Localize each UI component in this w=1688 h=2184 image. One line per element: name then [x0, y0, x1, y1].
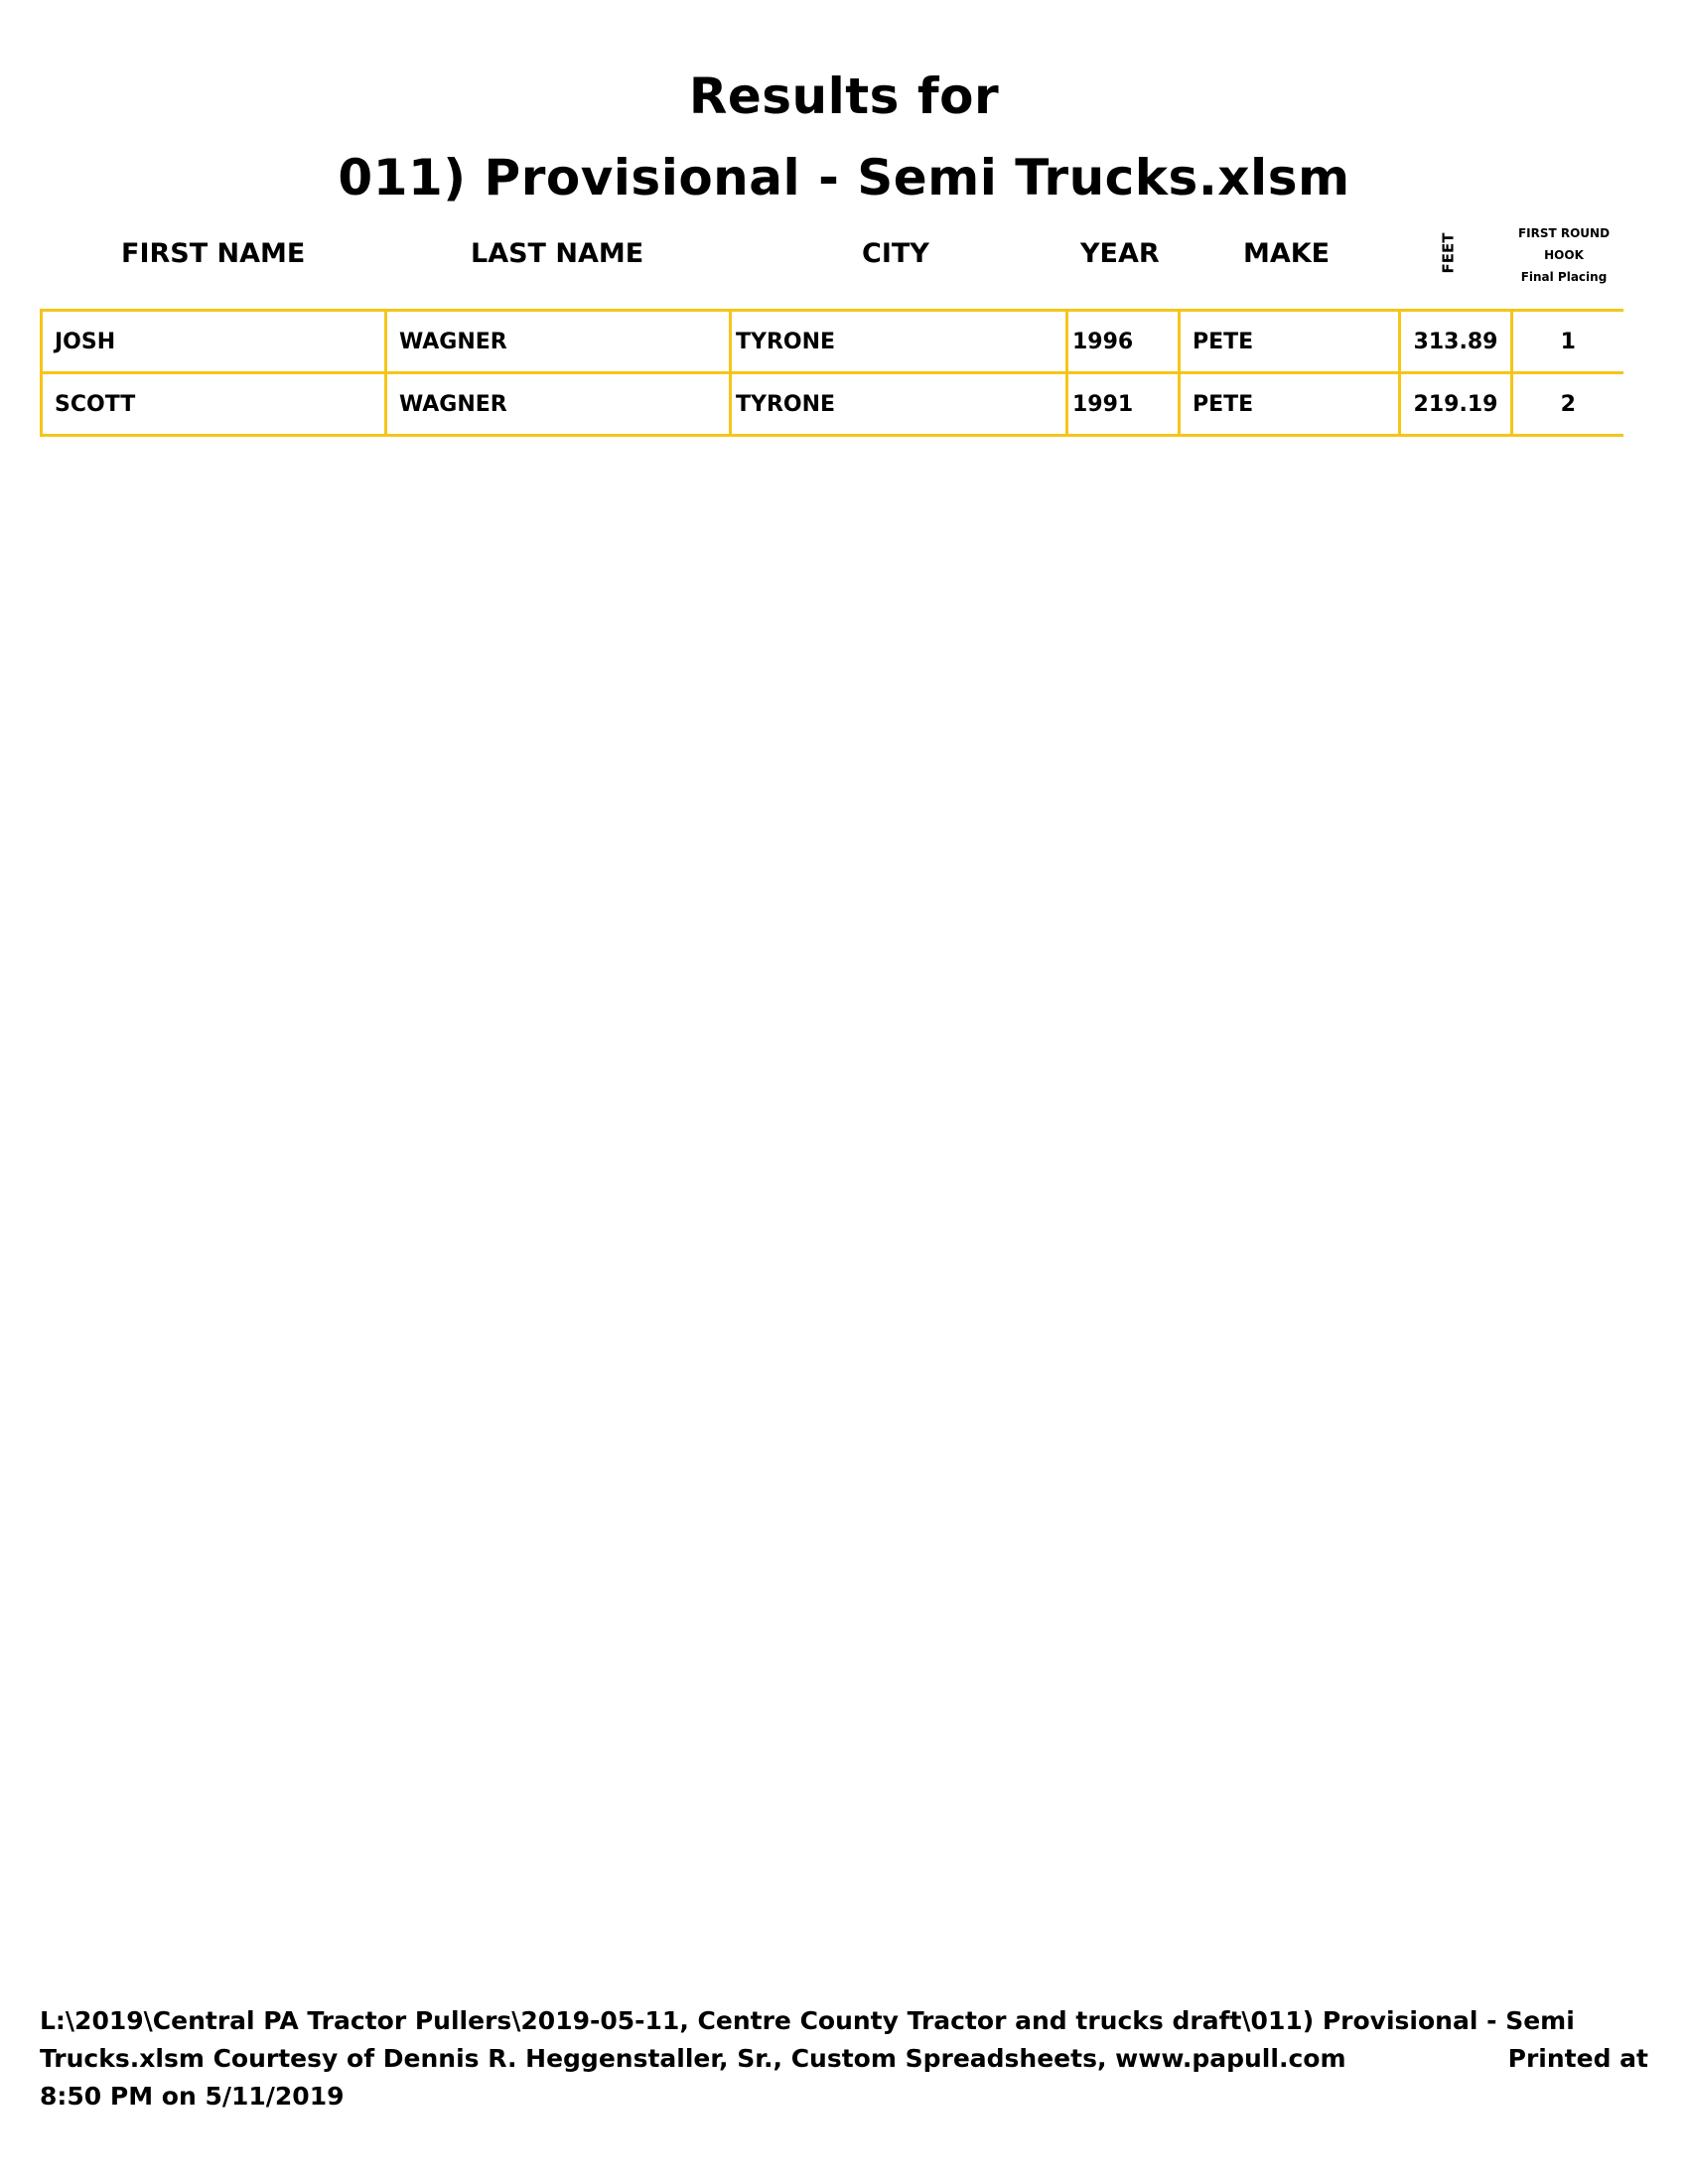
header-hook: HOOK: [1544, 248, 1584, 262]
header-final-placing: Final Placing: [1520, 270, 1608, 284]
header-placing: [1499, 222, 1628, 288]
cell-placing: 1: [1512, 311, 1623, 373]
footer-line-1: L:\2019\Central PA Tractor Pullers\2019-05-11, Centre County Tractor and trucks draft\011) Provisional - Semi: [40, 2006, 1575, 2035]
cell-year: 1996: [1067, 311, 1180, 373]
footer-line-2: [40, 2040, 1648, 2078]
cell-feet: 219.19: [1400, 373, 1512, 436]
footer-line-3: 8:50 PM on 5/11/2019: [40, 2082, 345, 2111]
cell-year: 1991: [1067, 373, 1180, 436]
cell-placing: 2: [1512, 373, 1623, 436]
cell-city: TYRONE: [731, 311, 1067, 373]
report-title: Results for: [688, 68, 1000, 125]
table-row: [42, 311, 1623, 373]
table-row: [42, 373, 1623, 436]
header-first-name: FIRST NAME: [121, 238, 306, 269]
footer-courtesy: Trucks.xlsm Courtesy of Dennis R. Heggenstaller, Sr., Custom Spreadsheets, www.papull.com: [40, 2044, 1346, 2073]
header-year: YEAR: [1080, 238, 1160, 269]
cell-make: PETE: [1180, 373, 1400, 436]
cell-last-name: WAGNER: [386, 311, 731, 373]
cell-make: PETE: [1180, 311, 1400, 373]
cell-first-name: JOSH: [42, 311, 386, 373]
header-last-name: LAST NAME: [471, 238, 644, 269]
header-make: MAKE: [1243, 238, 1331, 269]
cell-feet: 313.89: [1400, 311, 1512, 373]
report-subtitle: 011) Provisional - Semi Trucks.xlsm: [338, 149, 1350, 206]
footer-printed-at: Printed at: [1507, 2044, 1648, 2073]
header-city: CITY: [862, 238, 929, 269]
header-first-round: FIRST ROUND: [1517, 226, 1611, 240]
file-path-footer: [40, 2002, 1648, 2116]
cell-city: TYRONE: [731, 373, 1067, 436]
results-table: [40, 309, 1623, 437]
cell-first-name: SCOTT: [42, 373, 386, 436]
header-feet: FEET: [1439, 232, 1458, 274]
cell-last-name: WAGNER: [386, 373, 731, 436]
